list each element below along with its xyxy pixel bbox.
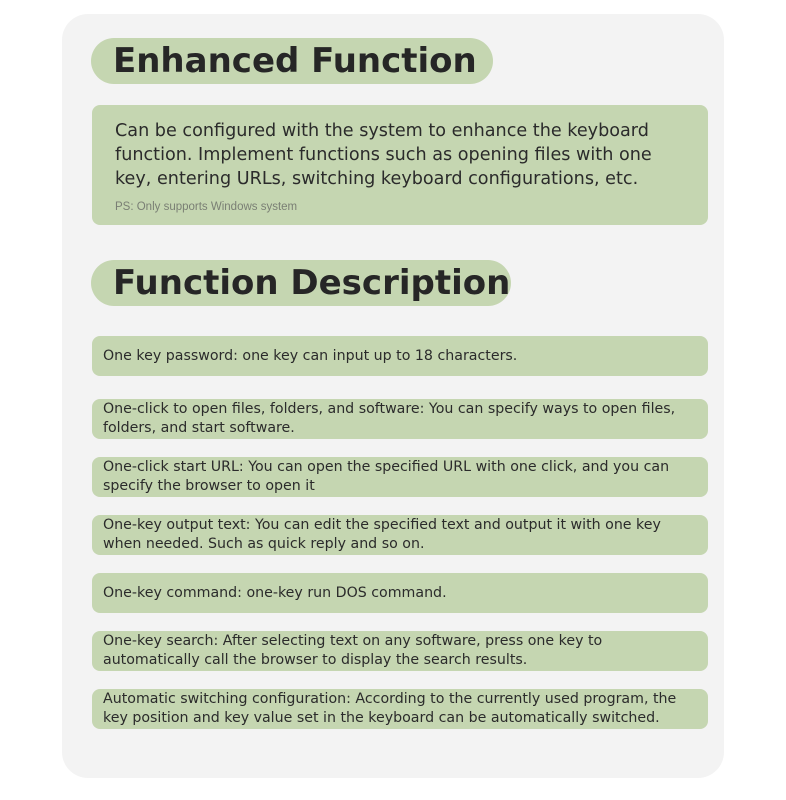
feature-text: One-key command: one-key run DOS command. [103, 584, 447, 601]
feature-command [92, 573, 708, 613]
feature-open-files [92, 399, 708, 439]
feature-output-text [92, 515, 708, 555]
feature-text: One-key search: After selecting text on any software, press one key to automatically call the browser to display the search results. [103, 633, 603, 668]
windows-only-note: PS: Only supports Windows system [115, 201, 298, 213]
enhanced-function-text: Can be configured with the system to enhance the keyboard function. Implement functions such as opening files with one key, entering URLs, switching keyboard configurations, etc. [115, 121, 652, 189]
feature-text: One-click to open files, folders, and software: You can specify ways to open files, folders, and start software. [103, 401, 676, 436]
feature-text: Automatic switching configuration: According to the currently used program, the key position and key value set in the keyboard can be automatically switched. [103, 691, 677, 726]
feature-text: One-key output text: You can edit the specified text and output it with one key when needed. Such as quick reply and so on. [103, 517, 661, 552]
enhanced-function-heading: Enhanced Function [91, 38, 493, 84]
enhanced-function-panel [92, 105, 708, 225]
feature-text: One-click start URL: You can open the specified URL with one click, and you can specify the browser to open it [103, 459, 670, 494]
feature-one-key-password [92, 336, 708, 376]
function-description-heading: Function Description [91, 260, 511, 306]
feature-start-url [92, 457, 708, 497]
feature-text: One key password: one key can input up to 18 characters. [103, 347, 518, 364]
feature-search [92, 631, 708, 671]
feature-auto-switch [92, 689, 708, 729]
